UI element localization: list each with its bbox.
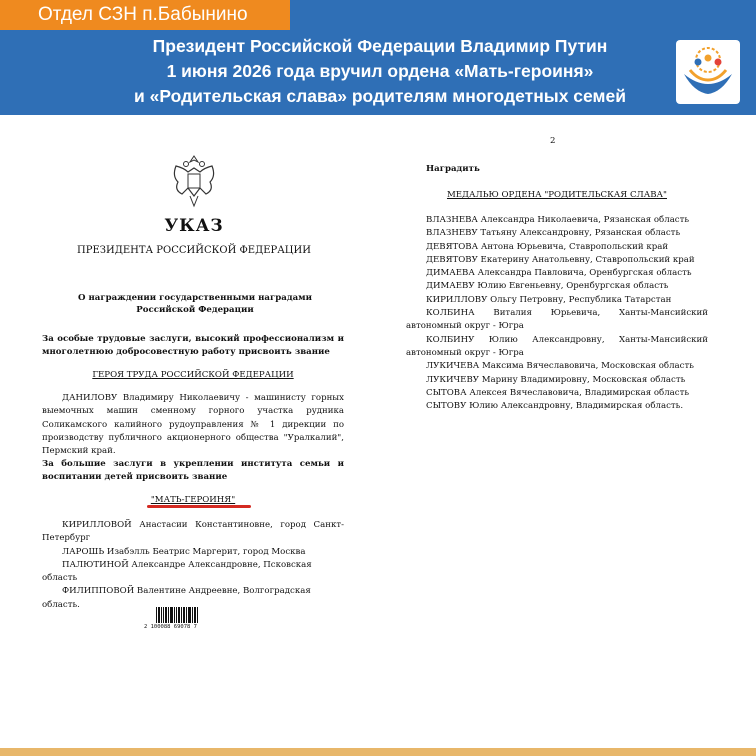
intro-family: За большие заслуги в укреплении института семьи и воспитании детей присвоить звание [42, 459, 344, 483]
headline-line-2: 1 июня 2026 года вручил ордена «Мать-героиня» [166, 61, 594, 81]
list-item: ВЛАЗНЕВА Александра Николаевича, Рязанская область [426, 215, 690, 225]
list-item: ЛУКИЧЕВУ Марину Владимировну, Московская область [426, 374, 686, 385]
list-item: ЛАРОШЬ Изабэлль Беатрис Маргерит, город Москва [62, 546, 306, 557]
decree-subtitle: ПРЕЗИДЕНТА РОССИЙСКОЙ ФЕДЕРАЦИИ [77, 245, 311, 256]
headline-line-3: и «Родительская слава» родителям многодетных семей [134, 86, 626, 106]
decree-document [20, 118, 736, 756]
list-item: ДИМАЕВУ Юлию Евгеньевну, Оренбургская область [426, 281, 669, 292]
list-item: ДЕВЯТОВУ Екатерину Анатольевну, Ставропольский край [426, 254, 695, 265]
hero-of-labor-title: ГЕРОЯ ТРУДА РОССИЙСКОЙ ФЕДЕРАЦИИ [92, 370, 294, 380]
award-heading: Наградить [426, 164, 480, 174]
list-item: ВЛАЗНЕВУ Татьяну Александровну, Рязанская область [426, 228, 681, 239]
mother-heroine-list [42, 519, 344, 612]
header-banner [0, 0, 756, 115]
medal-recipient-list [406, 214, 708, 413]
decree-topic: О награждении государственными наградами Российской Федерации [78, 293, 312, 315]
medal-title: МЕДАЛЬЮ ОРДЕНА "РОДИТЕЛЬСКАЯ СЛАВА" [446, 190, 667, 200]
list-item: КОЛБИНУ Юлию Александровну, Ханты-Мансийский автономный округ - Югра [406, 334, 708, 358]
bottom-accent-bar [0, 748, 756, 756]
decree-title: УКАЗ [164, 216, 224, 236]
list-item: ДИМАЕВА Александра Павловича, Оренбургская область [426, 268, 692, 279]
hero-of-labor-recipient: ДАНИЛОВУ Владимиру Николаевичу - машинисту горных выемочных машин сменному горного участка рудника Соликамского калийного рудоуправления № 1 дирекции по производству публичного акционерного общества "Уралкалий", Пермский край. [42, 393, 344, 457]
mother-heroine-title: "МАТЬ-ГЕРОИНЯ" [150, 495, 236, 505]
headline-line-1: Президент Российской Федерации Владимир Путин [152, 36, 608, 56]
list-item: СЫТОВУ Юлию Александровну, Владимирская область. [426, 401, 684, 412]
barcode-number: 2 100088 69078 7 [144, 624, 197, 630]
department-label: Отдел СЗН п.Бабынино [0, 0, 290, 30]
highlight-underline [147, 505, 251, 508]
list-item: КИРИЛЛОВУ Ольгу Петровну, Республика Татарстан [426, 294, 672, 305]
list-item: СЫТОВА Алексея Вячеславовича, Владимирская область [426, 387, 690, 398]
coat-of-arms-icon [168, 152, 220, 210]
social-protection-logo [676, 40, 740, 104]
intro-labor: За особые трудовые заслуги, высокий профессионализм и многолетнюю добросовестную работу присвоить звание [42, 334, 344, 358]
page-number: 2 [550, 136, 556, 146]
list-item: ПАЛЮТИНОЙ Александре Александровне, Псковская область [42, 559, 312, 584]
headline [60, 34, 700, 109]
list-item: КИРИЛЛОВОЙ Анастасии Константиновне, город Санкт-Петербург [42, 520, 344, 544]
list-item: КОЛБИНА Виталия Юрьевича, Ханты-Мансийский автономный округ - Югра [406, 308, 708, 332]
list-item: ДЕВЯТОВА Антона Юрьевича, Ставропольский край [426, 241, 669, 252]
list-item: ЛУКИЧЕВА Максима Вячеславовича, Московская область [426, 361, 694, 372]
list-item: ФИЛИППОВОЙ Валентине Андреевне, Волгоградская область. [42, 586, 311, 610]
